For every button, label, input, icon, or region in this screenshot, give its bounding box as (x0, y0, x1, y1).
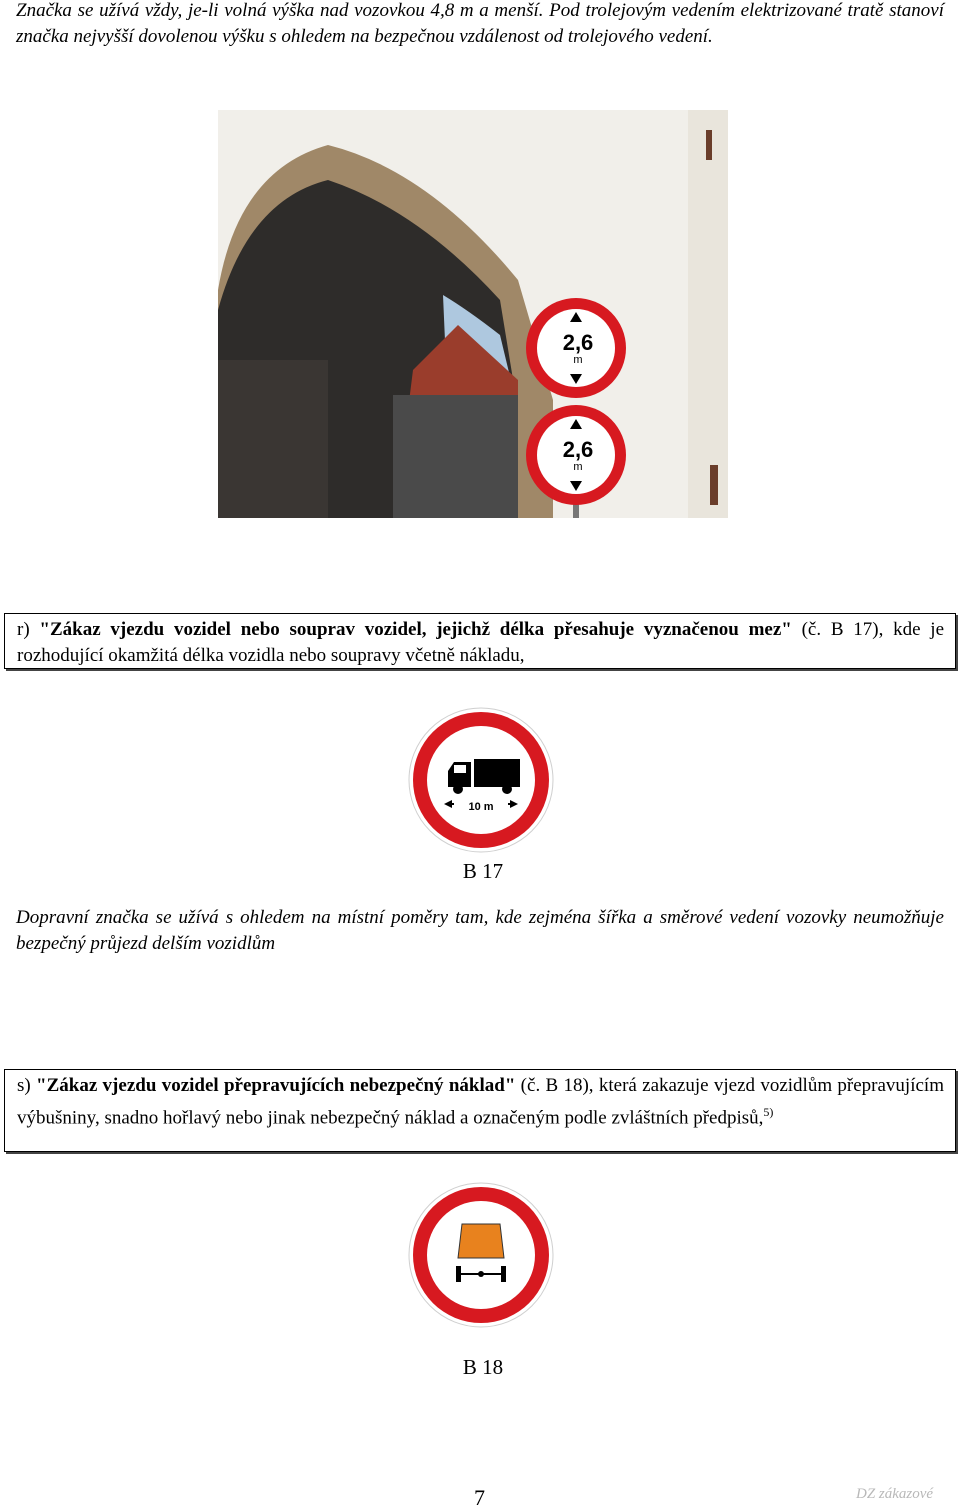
section-s-prefix: s) (17, 1075, 37, 1096)
photo-bottom-sign-unit: m (573, 461, 583, 473)
footer-source: DZ zákazové (856, 1486, 934, 1502)
sign-b17 (408, 707, 554, 853)
section-s-text: (č. B 18), která zakazuje vjezd vozidlům přepravujícím výbušniny, snadno hořlavý nebo jinak nebezpečný náklad a označeným podle zvláštních předpisů, (17, 1075, 944, 1129)
section-r-title: "Zákaz vjezdu vozidel nebo souprav vozidel, jejichž délka přesahuje vyznačenou mez" (39, 619, 792, 640)
photo-top-sign-value: 2,6 (562, 330, 594, 355)
sign-b18 (408, 1182, 554, 1328)
b18-caption: B 18 (462, 1355, 504, 1379)
section-r-box (4, 613, 956, 669)
b17-length-label: 10 m (454, 801, 508, 813)
section-s-box (4, 1069, 956, 1152)
section-s-footnote: 5) (763, 1105, 774, 1119)
section-r-text: (č. B 17), kde je rozhodující okamžitá délka vozidla nebo soupravy včetně nákladu, (17, 619, 945, 666)
photo-top-sign-unit: m (573, 354, 583, 366)
b17-caption: B 17 (462, 859, 504, 883)
intro-paragraph: Značka se užívá vždy, je-li volná výška nad vozovkou 4,8 m a menší. Pod trolejovým vedením elektrizované tratě stanoví značka nejvyšší dovolenou výšku s ohledem na bezpečnou vzdálenost od trolejového vedení. (16, 0, 944, 47)
section-r-prefix: r) (17, 619, 40, 640)
b17-usage-paragraph: Dopravní značka se užívá s ohledem na místní poměry tam, kde zejména šířka a směrové vedení vozovky neumožňuje bezpečný průjezd delším vozidlům (16, 907, 944, 954)
gate-photo (218, 110, 728, 518)
section-s-title: "Zákaz vjezdu vozidel přepravujících nebezpečný náklad" (36, 1075, 516, 1096)
photo-bottom-sign-value: 2,6 (562, 437, 594, 462)
page-number: 7 (474, 1485, 485, 1510)
